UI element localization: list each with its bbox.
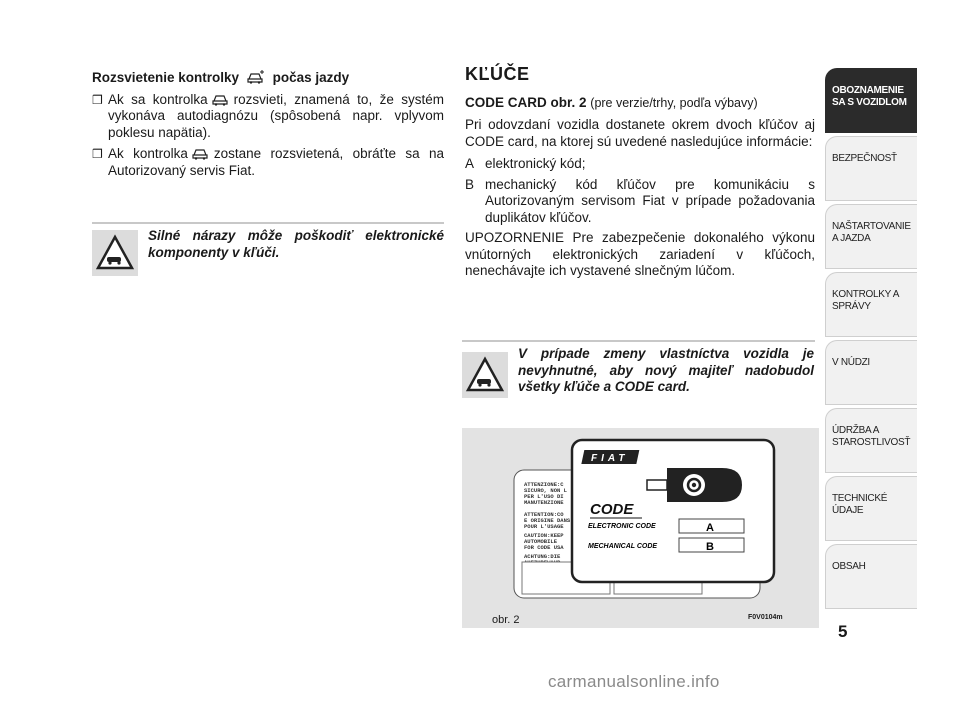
warning-box [92,222,444,284]
mechanical-code-value: B [706,541,714,553]
back-card-text: AUTOMOBILE [524,538,558,545]
back-card-text: ATTENZIONE:C [524,481,564,488]
bullet-item: ❒ Ak sa kontrolka rozsvieti, znamená to, že systém vykonáva autodiagnózu (spôsobená napr. vplyvom poklesu napätia). [92,91,444,140]
checkbox-bullet-icon: ❒ [92,92,103,107]
watermark-link[interactable]: carmanualsonline.info [548,672,720,691]
right-column [465,66,815,286]
warning-text: Silné nárazy môže poškodiť elektronické komponenty v kľúči. [148,228,444,260]
chapter-tabs [825,68,917,612]
fiat-logo-icon [581,450,639,464]
back-card-text: FOR CODE USA [524,544,564,551]
checkbox-bullet-icon: ❒ [92,147,103,161]
mechanical-code-label: MECHANICAL CODE [588,543,658,550]
page-number: 5 [838,622,848,641]
figure-caption: obr. 2 [492,614,520,626]
back-card-text: ATTENTION:CO [524,511,564,518]
warning-triangle-icon [92,230,138,276]
tab-oboznamenie[interactable]: OBOZNAMENIE SA S VOZIDLOM [825,68,917,133]
tab-kontrolky[interactable]: KONTROLKY A SPRÁVY [825,272,917,337]
code-card-illustration [462,428,819,628]
back-card-text: MANUTENZIONE [524,499,564,506]
warning-triangle-icon [462,352,508,398]
back-card-text: SICURO, NON L [524,487,567,494]
tab-v-nudzi[interactable]: V NÚDZI [825,340,917,405]
car-key-lamp-icon [212,92,230,107]
car-key-lamp-icon [247,70,265,85]
car-key-lamp-icon [192,146,210,161]
back-card-text: CAUTION:KEEP [524,532,564,539]
tab-technicke-udaje[interactable]: TECHNICKÉ ÚDAJE [825,476,917,541]
fiat-brand-text: FIAT [591,453,629,464]
electronic-code-label: ELECTRONIC CODE [588,523,656,530]
section-heading: Rozsvietenie kontrolky počas jazdy [92,70,350,85]
left-column [92,70,444,179]
tab-bezpecnost[interactable]: BEZPEČNOSŤ [825,136,917,201]
tab-udrzba[interactable]: ÚDRŽBA A STAROSTLIVOSŤ [825,408,917,473]
warning-box [462,340,815,404]
paragraph: UPOZORNENIE Pre zabezpečenie dokonalého výkonu vnútorných elektronických zariadení v kľúčoch, nenechávajte ich vystavené slnečným lúčom. [465,230,815,278]
back-card-text: PER L'USO DI [524,493,564,500]
back-card-text: E ORIGINE DANS [524,517,571,524]
warning-text: V prípade zmeny vlastníctva vozidla je nevyhnutné, aby nový majiteľ nadobudol všetky kľúče a CODE card. [518,346,814,394]
paragraph: Pri odovzdaní vozidla dostanete okrem dvoch kľúčov aj CODE card, na ktorej sú uvedené nasledujúce informácie: [465,117,815,149]
subtitle: CODE CARD obr. 2 (pre verzie/trhy, podľa výbavy) [465,94,758,110]
electronic-code-value: A [706,522,714,534]
list-item: A elektronický kód; [465,156,586,171]
bullet-item: ❒ Ak kontrolka zostane rozsvietená, obráťte sa na Autorizovaný servis Fiat. [92,146,444,178]
code-card-figure [462,428,819,628]
page-title: KĽÚČE [465,64,530,84]
tab-obsah[interactable]: OBSAH [825,544,917,609]
back-card-text: ACHTUNG:DIE [524,553,561,560]
figure-code: F0V0104m [748,614,783,621]
back-card-text: POUR L'USAGE [524,523,564,530]
card-title: CODE [590,501,634,518]
list-item: B mechanický kód kľúčov pre komunikáciu s Autorizovaným servisom Fiat v prípade požadovania duplikátov kľúčov. [465,176,815,225]
tab-nastartovanie[interactable]: NAŠTARTOVANIE A JAZDA [825,204,917,269]
